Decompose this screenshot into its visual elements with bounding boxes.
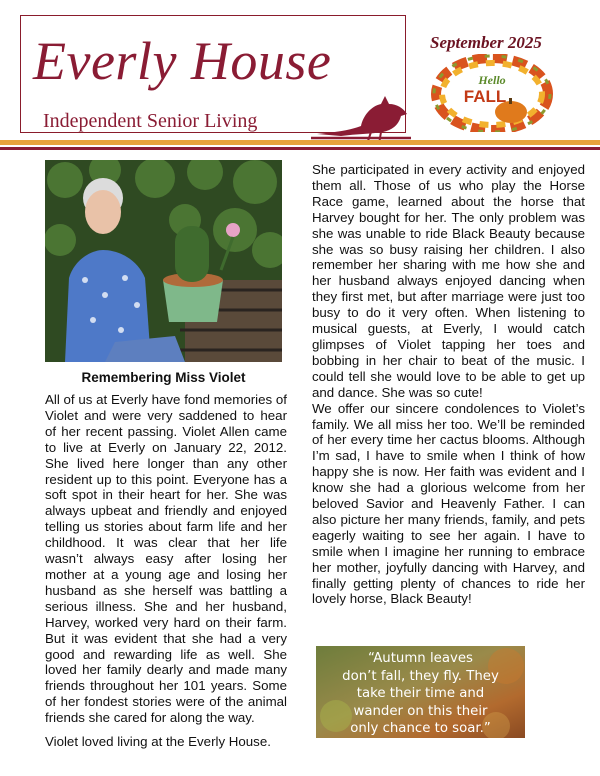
brand-name: Everly House xyxy=(33,31,332,91)
article-paragraph: She participated in every activity and enjoyed them all. Those of us who play the Horse Race game, learned about the horse that Harvey bought for her. The only problem was she was unable to ride Black Beauty because she was so busy raising her children. I also remember her sharing with me how she and her husband always enjoyed dancing when they first met, but after marriage were just too busy to do it very often. When listening to musical guests, at Everly, I would catch glimpses of Violet tapping her toes and bobbing in her chair to beat of the music. I could tell she would love to be able to get up and dance. She was so cute! xyxy=(312,162,585,400)
article-right-column xyxy=(312,162,585,607)
brand-tagline: Independent Senior Living xyxy=(43,110,258,132)
violet-photo xyxy=(45,160,282,362)
quote-line: wander on this their xyxy=(353,703,488,719)
article-paragraph: All of us at Everly have fond memories of Violet and were very saddened to hear of her recent passing. Violet Allen came to live at Everly on January 22, 2012. She lived here longer than any other resident up to this point. Everyone has a soft spot in their heart for her. She was always upbeat and friendly and enjoyed telling us stories about farm life and her childhood. It was clear that her life wasn’t always easy after losing her mother at a young age and losing her husband as she herself was battling a serious illness. She and her husband, Harvey, worked very hard on their farm. But it was evident that she had a very good and rewarding life as well. She loved her family dearly and made many friends throughout her 101 years. Some of her fondest stories were of the animal friends she cared for along the way. xyxy=(45,392,287,726)
feature-caption: Remembering Miss Violet xyxy=(81,370,246,385)
article-left-column xyxy=(45,392,287,750)
autumn-quote xyxy=(316,646,525,738)
svg-text:Hello: Hello xyxy=(478,73,506,87)
divider-orange xyxy=(0,140,600,145)
article-paragraph: We offer our sincere condolences to Violet’s family. We all miss her too. We’ll be reminded of her every time her cactus blooms. Although I’m sad, I have to smile when I think of how happy she is now. Her faith was evident and I know she had a glorious welcome from her beloved Savior and Heavenly Father. I can also picture her many friends, family, and pets eagerly waiting to see her again. I have to smile when I imagine her running to embrace her mother, joyfully dancing with Harvey, and finally getting plenty of chances to ride her lovely horse, Black Beauty! xyxy=(312,400,585,607)
masthead xyxy=(20,15,406,133)
issue-date: September 2025 xyxy=(430,33,542,52)
article-paragraph: Violet loved living at the Everly House. xyxy=(45,734,271,750)
hello-fall-wreath-icon xyxy=(431,54,553,132)
quote-line: don’t fall, they fly. They xyxy=(342,668,499,684)
quote-line: “Autumn leaves xyxy=(368,651,473,666)
quote-line: take their time and xyxy=(356,686,485,702)
svg-text:FALL: FALL xyxy=(463,87,507,106)
quote-line: only chance to soar.” xyxy=(350,721,491,737)
divider-red xyxy=(0,147,600,150)
